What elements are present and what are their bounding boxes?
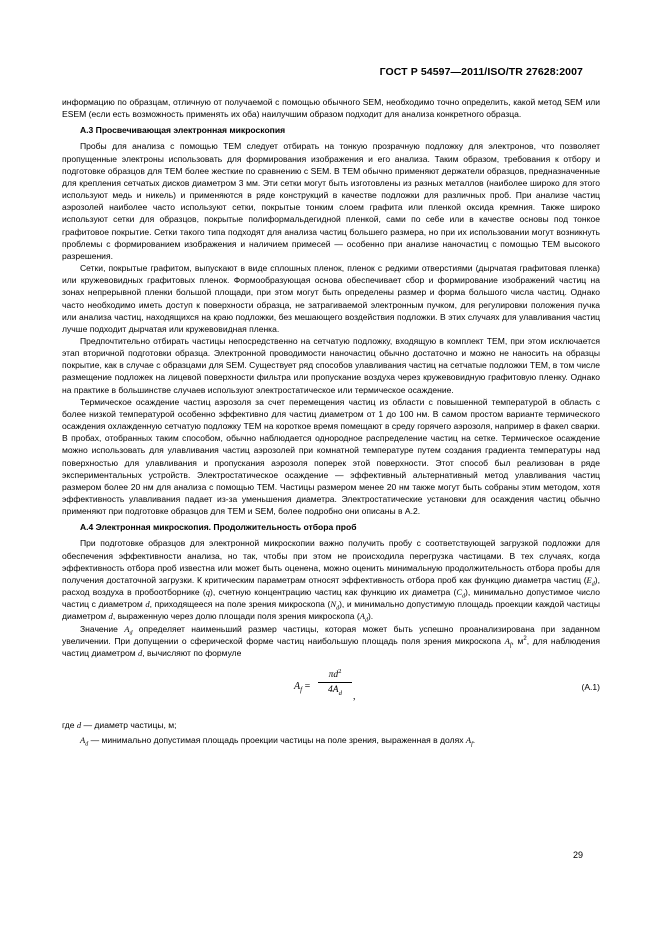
a3-paragraph-2: Сетки, покрытые графитом, выпускают в виде сплошных пленок, пленок с редкими отверстиями (дырчатая графитовая пленка) или кружевовидных графитовых пленок. Формообразующая основа обеспечивает сбор и формирование изображений частиц на зонах непрерывной пленки большой площади, при этом могут быть определены размер и форма большого числа частиц. Однако часто необходимо иметь доступ к поверхности образца, не затрагиваемой электронным пучком, для регулировки положения пучка или анализа частиц, находящихся на краю подложки, без мешающего воздействия подложки. В этих случаях для улавливания частиц лучше подходит дырчатая или кружевовидная пленка. <box>62 263 600 334</box>
formula-number: (А.1) <box>581 682 600 693</box>
a3-paragraph-4: Термическое осаждение частиц аэрозоля за счет перемещения частиц из области с повышенной температурой в область с более низкой температурой особенно эффективно для частиц диаметром от 1 до 100 нм. В самом простом варианте термического осаждения охлажденную сетчатую подложку ТЕМ на короткое время помещают в среду горячего аэрозоля, например в факел сварки. В пробах, отобранных таким способом, обычно наблюдается однородное распределение частиц на сетке. Термическое осаждение можно использовать для улавливания частиц аэрозолей при комнатной температуре путем создания градиента температуры над поверхностью для улавливания и пропускания аэрозоля поперек этой поверхности. Этот способ был реализован в ряде экспериментальных устройств. Электростатическое осаждение — эффективный альтернативный метод улавливания частиц размером более 20 нм для анализа с помощью ТЕМ. Частицы размером менее 20 нм также могут быть собраны этим методом, хотя эффективность улавливания падает из-за уменьшения диаметра. Электростатические установки для осаждения частиц обычно применяют при подготовке образцов для ТЕМ и SEM, более подробно они описаны в А.2. <box>62 396 600 517</box>
page-number: 29 <box>572 850 583 860</box>
formula-a1 <box>62 665 600 711</box>
a3-paragraph-3: Предпочтительно отбирать частицы непосредственно на сетчатую подложку, входящую в комплект ТЕМ, при этом исключается этап вторичной подготовки образца. Электронной проводимости наночастиц обычно достаточно и можно не наносить на образцы покрытие, как в случае с образцами для SEM. Существует ряд способов улавливания частиц на сетчатые подложки ТЕМ, в том числе размещение подложек на лицевой поверхности фильтра или пропускание воздуха через кружевовидную графитовую пленку. Однако на практике в большинстве случаев используют электростатическое или термическое осаждение. <box>62 335 600 395</box>
formula-lhs: $A_f$ = <box>294 681 311 695</box>
formula-definitions <box>62 719 600 746</box>
a4-paragraph-1: При подготовке образцов для электронной микроскопии важно получить пробу с соответствующей загрузкой подложки для обеспечения эффективности анализа, но так, чтобы при этом не происходила перегрузка частицами. В тех случаях, когда эффективность отбора проб известна или может быть оценена, можно оценить минимальную продолжительность отбора пробы для получения достаточной загрузки. К критическим параметрам относят эффективность отбора проб как функцию диаметра частиц $(E_d)$, расход воздуха в пробоотборнике (q), счетную концентрацию частиц как функцию их диаметра $(C_d)$, минимально допустимое число частиц с диаметром d, приходящееся на поле зрения микроскопа $(N_d)$, и минимально допустимую площадь проекции каждой частицы диаметром d, выраженную через долю площади поля зрения микроскопа $(A_d)$. <box>62 538 601 625</box>
formula-comma: , <box>353 691 356 703</box>
definition-ad: $A_d$ — минимально допустимая площадь проекции частицы на поле зрения, выраженная в долях $A_f$. <box>80 735 476 748</box>
formula-fraction <box>318 669 352 696</box>
definition-d: где d — диаметр частицы, м; <box>62 720 177 731</box>
formula-denominator: $4A_d$ <box>328 685 342 698</box>
section-heading-a4: А.4 Электронная микроскопия. Продолжительность отбора проб <box>80 522 357 533</box>
section-heading-a3: А.3 Просвечивающая электронная микроскопия <box>80 125 286 136</box>
a4-paragraph-2: Значение $A_d$ определяет наименьший размер частицы, которая может быть успешно проанализирована при заданном увеличении. При допущении о сферической форме частиц наибольшую площадь поля зрения микроскопа $A_f$, $м^2$, для наблюдения частиц диаметром d, вычисляют по формуле <box>62 623 601 658</box>
document-body <box>62 96 600 749</box>
intro-paragraph: информацию по образцам, отличную от получаемой с помощью обычного SEM, необходимо точно определить, какой метод SEM или ESEM (если есть возможность применять их оба) наилучшим образом подходит для анализа конкретного образца. <box>62 97 600 120</box>
a3-paragraph-1: Пробы для анализа с помощью ТЕМ следует отбирать на тонкую прозрачную подложку для электронов, что позволяет пропущенные электроны использовать для формирования изображения и его анализа. Таким образом, требования к отбору и подготовке образцов для ТЕМ более жесткие по сравнению с SEM. В ТЕМ обычно применяют держатели образцов, предназначенные для крепления сетчатых дисков диаметром 3 мм. Эти сетки могут быть изготовлены из разных металлов (наиболее широко для этого используют медь и никель) и применяются в ряде конструкций в качестве подложки для различных проб. При анализе частиц аэрозолей наиболее часто используют сетки, покрытые тонким слоем графита или пленкой оксида кремния. Также широко используют сетки для образцов, покрытые полиформальдегидной пленкой, сами по себе или в качестве основы под тонкое графитовое покрытие. Сетки такого типа подходят для анализа частиц большего размера, но при их использовании могут возникнуть проблемы с формированием изображения и наличием примесей — особенно при анализе наночастиц с помощью ТЕМ высокого разрешения. <box>62 141 600 261</box>
formula-numerator: $\pi d^2$ <box>318 669 352 683</box>
standard-header: ГОСТ Р 54597—2011/ISO/TR 27628:2007 <box>379 66 583 78</box>
